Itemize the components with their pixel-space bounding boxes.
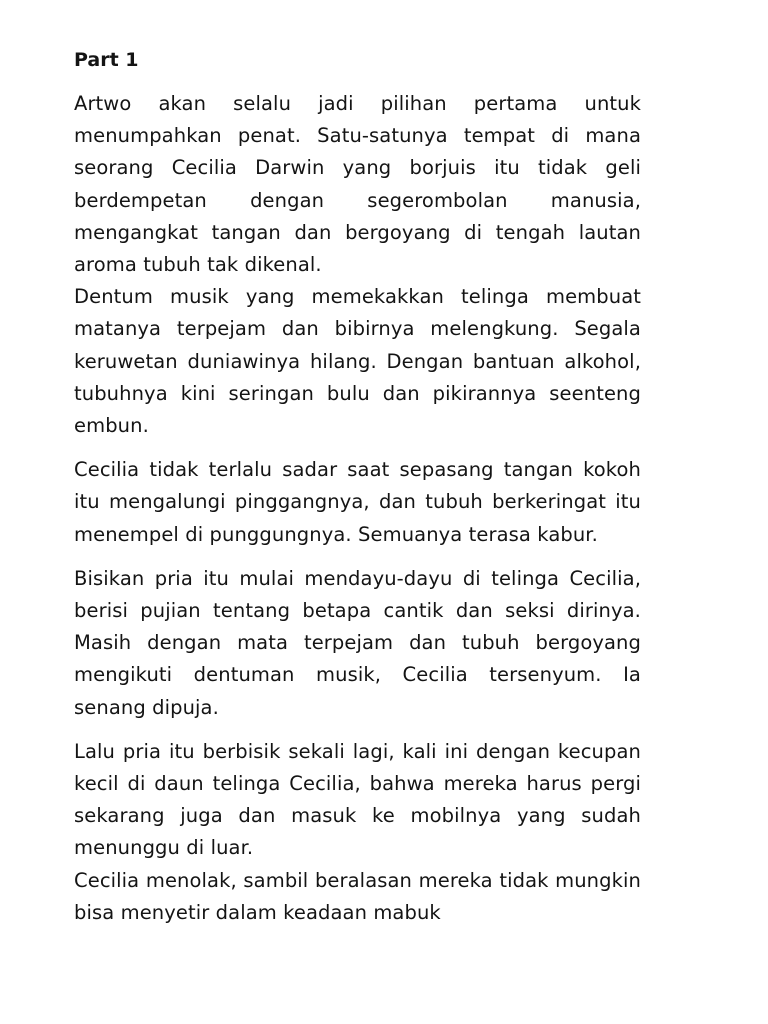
paragraph-4: Bisikan pria itu mulai mendayu-dayu di telinga Cecilia, berisi pujian tentang betapa cantik dan seksi dirinya. Masih dengan mata terpejam dan tubuh bergoyang mengikuti dentuman musik, Cecilia tersenyum. Ia senang dipuja. (74, 566, 641, 719)
paragraph-2: Dentum musik yang memekakkan telinga membuat matanya terpejam dan bibirnya melengkung. Segala keruwetan duniawinya hilang. Dengan bantuan alkohol, tubuhnya kini seringan bulu dan pikirannya seenteng embun. (74, 285, 641, 438)
paragraph-1: Artwo akan selalu jadi pilihan pertama untuk menumpahkan penat. Satu-satunya tempat di mana seorang Cecilia Darwin yang borjuis itu tidak geli berdempetan dengan segerombolan manusia, mengangkat tangan dan bergoyang di tengah lautan aroma tubuh tak dikenal. (74, 92, 641, 277)
paragraph-3: Cecilia tidak terlalu sadar saat sepasang tangan kokoh itu mengalungi pinggangnya, dan tubuh berkeringat itu menempel di punggungnya. Semuanya terasa kabur. (74, 458, 641, 546)
document-page (74, 46, 641, 929)
paragraph-5: Lalu pria itu berbisik sekali lagi, kali ini dengan kecupan kecil di daun telinga Cecilia, bahwa mereka harus pergi sekarang juga dan masuk ke mobilnya yang sudah menunggu di luar. (74, 739, 641, 860)
chapter-heading: Part 1 (74, 49, 139, 71)
paragraph-6: Cecilia menolak, sambil beralasan mereka tidak mungkin bisa menyetir dalam keadaan mabuk (74, 868, 641, 924)
